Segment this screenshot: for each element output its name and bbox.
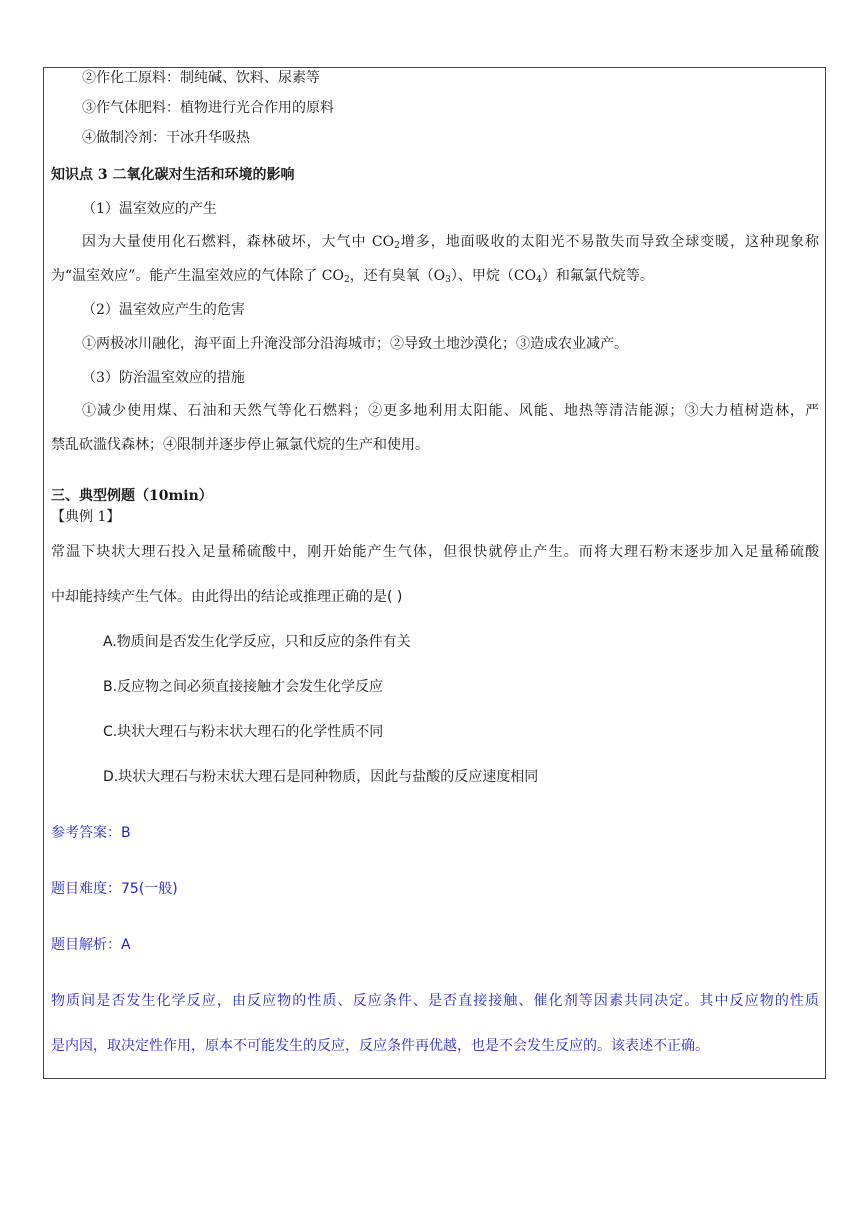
kp3-s3-line1: ①减少使用煤、石油和天然气等化石燃料；②更多地利用太阳能、风能、地热等清洁能源；③大力植树造林，严: [82, 403, 819, 419]
use-item-4: ④做制冷剂：干冰升华吸热: [82, 130, 250, 146]
option-c: C.块状大理石与粉末状大理石的化学性质不同: [103, 724, 384, 740]
kp3-s1-line2: 为“温室效应”。能产生温室效应的气体除了 $CO_2$，还有臭氧$(O_3)$、甲烷$(CO_4)$和氟氯代烷等。: [51, 268, 654, 285]
question-line1: 常温下块状大理石投入足量稀硫酸中，刚开始能产生气体，但很快就停止产生。而将大理石粉末逐步加入足量稀硫酸: [51, 544, 819, 560]
kp3-heading: 知识点 3 二氧化碳对生活和环境的影响: [51, 167, 295, 183]
section3-heading: 三、典型例题（10min）: [51, 488, 213, 504]
kp3-s2-title: （2）温室效应产生的危害: [82, 302, 245, 318]
option-a: A.物质间是否发生化学反应，只和反应的条件有关: [103, 634, 411, 650]
kp3-s2-text: ①两极冰川融化，海平面上升淹没部分沿海城市；②导致土地沙漠化；③造成农业减产。: [82, 336, 628, 352]
use-item-3: ③作气体肥料：植物进行光合作用的原料: [82, 100, 334, 116]
difficulty: 题目难度：75(一般): [51, 881, 178, 897]
example-label: 【典例 1】: [51, 509, 121, 525]
analysis-line2: 是内因，取决定性作用，原本不可能发生的反应，反应条件再优越，也是不会发生反应的。该表述不正确。: [51, 1038, 709, 1054]
kp3-s1-line1: 因为大量使用化石燃料，森林破坏，大气中 $CO_2$增多，地面吸收的太阳光不易散失而导致全球变暖，这种现象称: [82, 234, 820, 251]
kp3-s3-line2: 禁乱砍滥伐森林；④限制并逐步停止氟氯代烷的生产和使用。: [51, 437, 429, 453]
kp3-s1-title: （1）温室效应的产生: [82, 201, 217, 217]
question-line2: 中却能持续产生气体。由此得出的结论或推理正确的是( ): [51, 589, 403, 605]
kp3-s3-title: （3）防治温室效应的措施: [82, 370, 245, 386]
option-d: D.块状大理石与粉末状大理石是同种物质，因此与盐酸的反应速度相同: [103, 769, 539, 785]
use-item-2: ②作化工原料：制纯碱、饮料、尿素等: [82, 70, 320, 86]
reference-answer: 参考答案：B: [51, 825, 131, 841]
option-b: B.反应物之间必须直接接触才会发生化学反应: [103, 679, 384, 695]
analysis-line1: 物质间是否发生化学反应，由反应物的性质、反应条件、是否直接接触、催化剂等因素共同决定。其中反应物的性质: [51, 993, 819, 1009]
analysis-label: 题目解析：A: [51, 937, 131, 953]
